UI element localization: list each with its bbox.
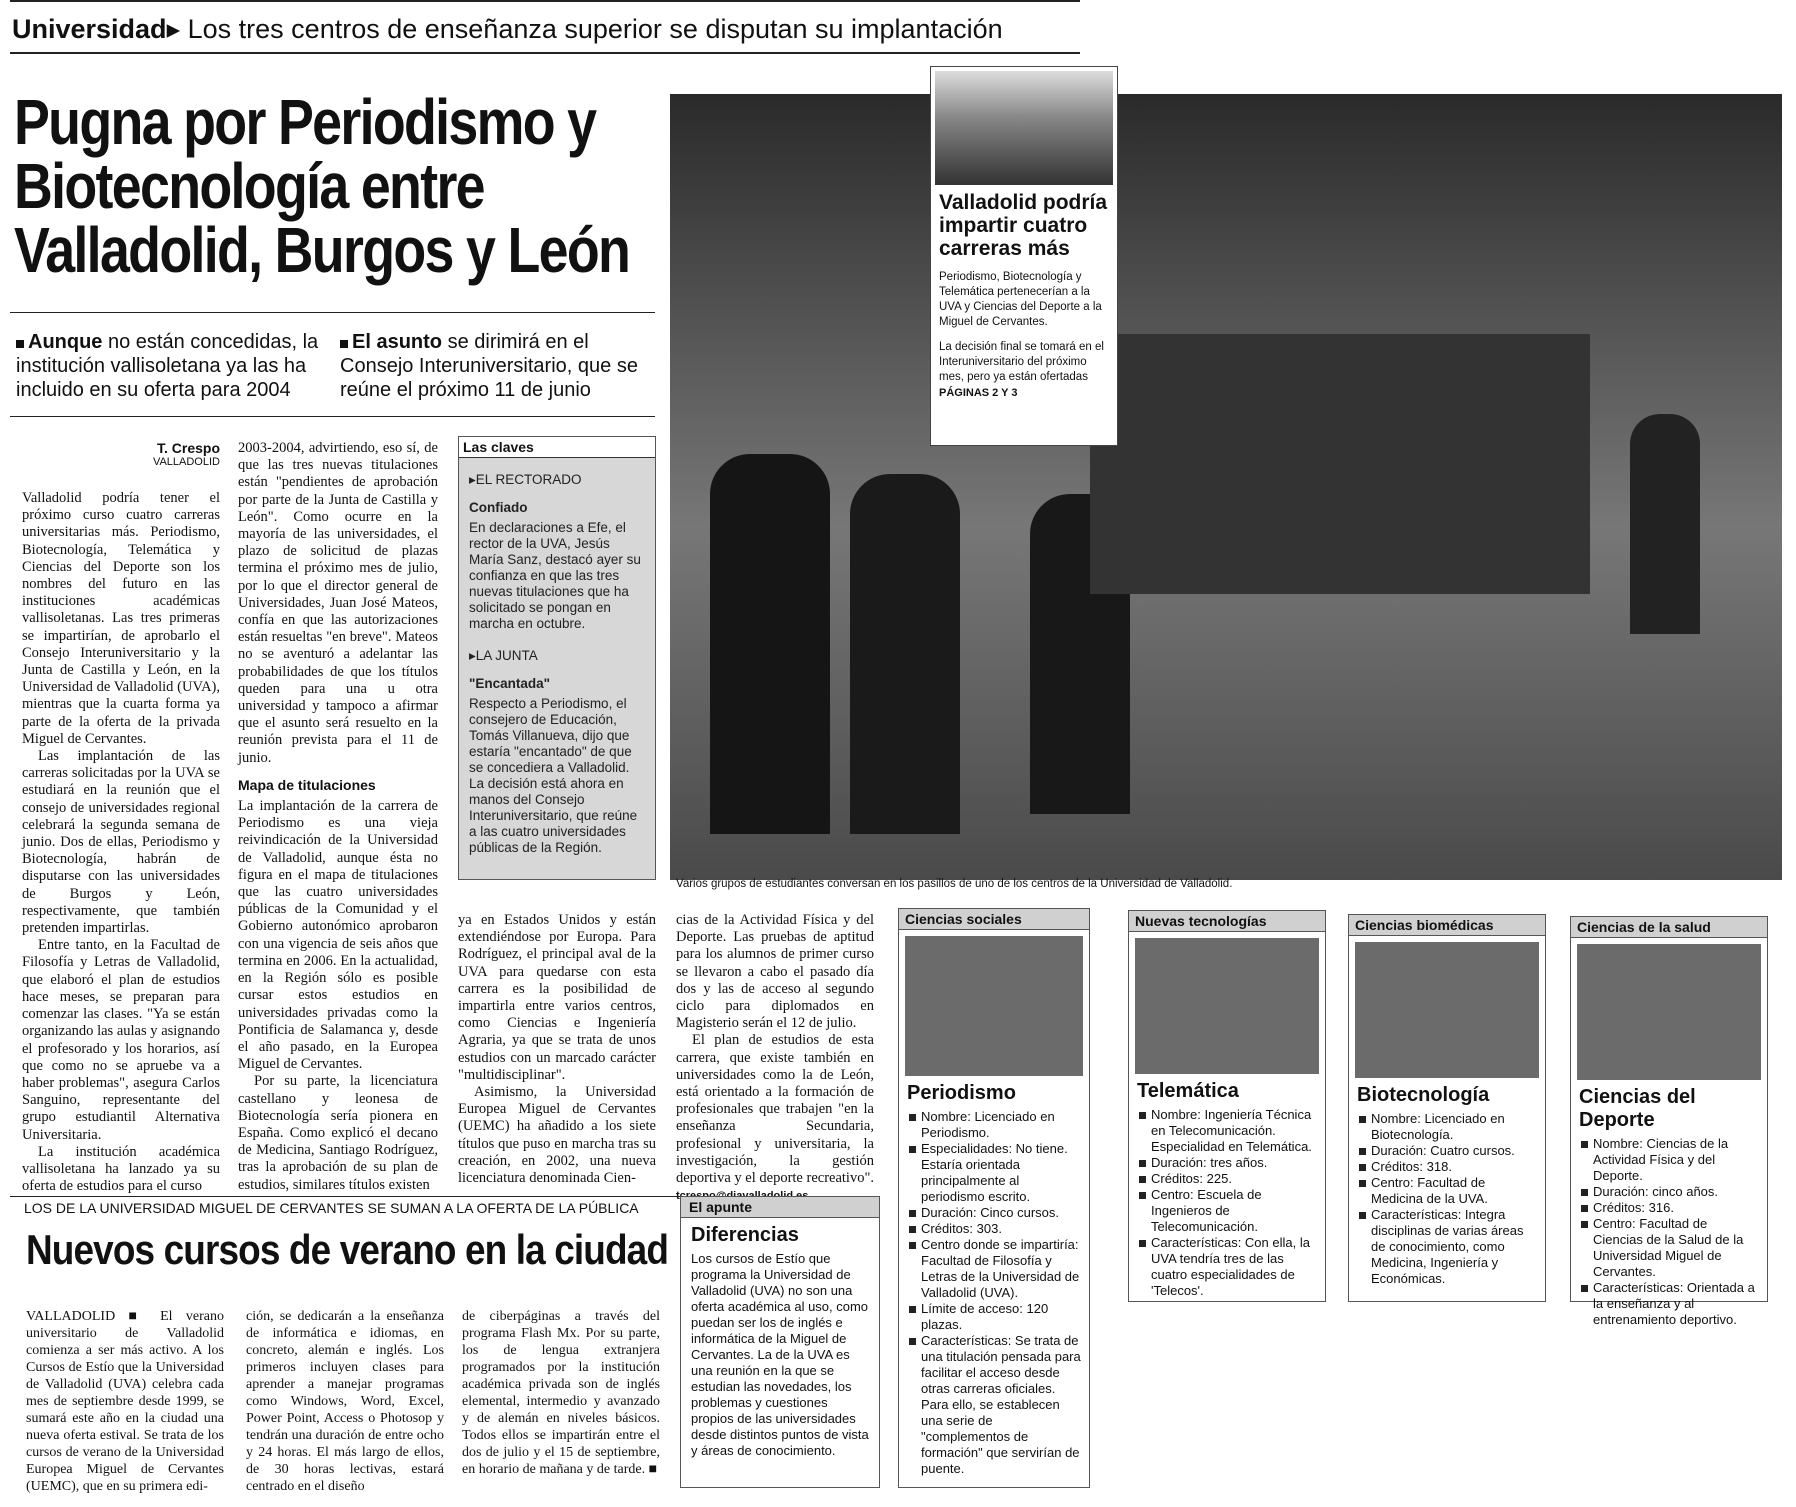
infobox-item: Nombre: Ingeniería Técnica en Telecomunicación. Especialidad en Telemática. [1139, 1107, 1317, 1155]
front-box-pages: PÁGINAS 2 Y 3 [939, 387, 1018, 399]
infobox-item: Créditos: 225. [1139, 1171, 1317, 1187]
front-box-title: Valladolid podría impartir cuatro carreras más [939, 191, 1108, 260]
infobox-item: Características: Con ella, la UVA tendría tres de las cuatro especialidades de 'Telecos'. [1139, 1235, 1317, 1299]
infobox-item: Duración: Cuatro cursos. [1359, 1143, 1537, 1159]
subhead-1-text: no están concedidas, la institución vallisoletana ya las ha incluido en su oferta para 2004 [16, 331, 319, 401]
article-subtitle: Mapa de titulaciones [238, 776, 376, 793]
infobox-category: Nuevas tecnologías [1129, 911, 1325, 932]
infobox-list [1129, 1107, 1325, 1305]
infobox-photo [1577, 944, 1761, 1080]
subhead-2-bold: El asunto [352, 331, 443, 353]
photo-silhouette [850, 474, 960, 834]
infobox-item: Centro: Escuela de Ingenieros de Telecomunicación. [1139, 1187, 1317, 1235]
infobox-item: Nombre: Licenciado en Periodismo. [909, 1109, 1081, 1141]
subhead-bottom-rule [10, 416, 655, 417]
infobox-item: Duración: cinco años. [1581, 1184, 1759, 1200]
article-paragraph: 2003-2004, advirtiendo, eso sí, de que las tres nuevas titulaciones están "pendientes de aprobación por parte de la Junta de Castilla y León". Como ocurre en la mayoría de las universidades, el plazo de solicitud de plazas termina el próximo mes de julio, por lo que el director general de Universidades, Juan José Mateos, confía en que las autorizaciones están resueltas "en breve". Mateos no se aventuró a adelantar las probabilidades de que los títulos queden para una u otra universidad y tampoco a afirmar que el asunto será resuelto en la reunión prevista para el 11 de junio. [238, 440, 438, 766]
infobox-deporte [1570, 916, 1768, 1327]
front-box-p2: La decisión final se tomará en el Interuniversitario del próximo mes, pero ya están ofertadas [939, 341, 1104, 383]
section-label: Universidad [12, 14, 167, 44]
article-paragraph: Asimismo, la Universidad Europea Miguel de Cervantes (UEMC) ha añadido a los siete títulos que puso en marcha tras su creación, en 2002, una nueva licenciatura denominada Cien- [458, 1084, 656, 1187]
infobox-item: Centro: Facultad de Ciencias de la Salud de la Universidad Miguel de Cervantes. [1581, 1216, 1759, 1280]
bullet-icon [340, 340, 348, 348]
article-col-4 [676, 912, 874, 1205]
section-kicker [12, 14, 1003, 45]
claves-tag: ▸LA JUNTA [469, 648, 538, 663]
infobox-item: Centro: Facultad de Medicina de la UVA. [1359, 1175, 1537, 1207]
infobox-list [1349, 1111, 1545, 1293]
infobox-item: Créditos: 303. [909, 1221, 1081, 1237]
infobox-item: Características: Integra disciplinas de varias áreas de conocimiento, como Medicina, Ingeniería y Económicas. [1359, 1207, 1537, 1287]
infobox-biotecnologia [1348, 914, 1546, 1302]
infobox-name: Biotecnología [1357, 1084, 1490, 1106]
infobox-name: Periodismo [907, 1082, 1016, 1104]
infobox-telematica [1128, 910, 1326, 1302]
subhead-rule [10, 312, 655, 313]
article-col-3 [458, 912, 656, 1187]
article-col-1 [22, 490, 220, 1195]
main-photo [670, 94, 1782, 880]
byline-author: T. Crespo [156, 440, 220, 456]
article-paragraph: Por su parte, la licenciatura castellano y leonesa de Biotecnología sería pionera en España. Como explicó el decano de Medicina, Santiago Rodríguez, tras la aprobación de su plan de estudios, similares títulos existen [238, 1073, 438, 1193]
infobox-name: Telemática [1137, 1080, 1239, 1102]
front-box-photo [935, 71, 1113, 185]
claves-tag: ▸EL RECTORADO [469, 472, 582, 487]
apunte-text: Los cursos de Estío que programa la Universidad de Valladolid (UVA) no son una oferta académica al uso, como puedan ser los de inglés e informática de la Miguel de Cervantes. La de la UVA es una reunión en la que se estudian las novedades, los problemas y cuestiones propios de las universidades desde distintos puntos de vista y áreas de conocimiento. [691, 1251, 869, 1458]
top-rule [10, 0, 1080, 2]
article-paragraph: Las implantación de las carreras solicitadas por la UVA se estudiará en la reunión que el consejo de universidades regional celebrará la segunda semana de junio. Dos de ellas, Periodismo y Biotecnología, habrán de disputarse con las universidades de Burgos y León, respectivamente, que también pretenden impartirlas. [22, 748, 220, 937]
infobox-item: Créditos: 318. [1359, 1159, 1537, 1175]
photo-silhouette [710, 454, 830, 834]
second-article-col-1: VALLADOLID ■ El verano universitario de Valladolid comienza a ser más activo. A los Cursos de Estío que la Universidad de Valladolid (UVA) celebra cada mes de septiembre desde 1999, se sumará este año en la ciudad una nueva oferta estival. Se trata de los cursos de verano de la Universidad Europea Miguel de Cervantes (UEMC), que en su primera edi- [26, 1309, 224, 1494]
infobox-item: Nombre: Licenciado en Biotecnología. [1359, 1111, 1537, 1143]
infobox-list [1571, 1136, 1767, 1334]
front-box [930, 66, 1118, 446]
claves-box [458, 436, 656, 880]
bullet-icon [16, 340, 24, 348]
claves-head: "Encantada" [469, 676, 551, 691]
claves-title: Las claves [459, 437, 655, 458]
article-col-2 [238, 440, 438, 1194]
infobox-photo [1355, 942, 1539, 1078]
infobox-item: Características: Se trata de una titulación pensada para facilitar el acceso desde otras carreras oficiales. Para ello, se establecen una serie de "complementos de formación" que servirían de puente. [909, 1333, 1081, 1477]
subhead-2 [340, 330, 650, 402]
kicker-rule [10, 52, 1080, 54]
article-paragraph-text: El plan de estudios de esta carrera, que existe también en universidades como la de León, está orientado a la formación de profesionales que trabajen "en la enseñanza Secundaria, profesional y universitaria, la investigación, la gestión deportiva y el deporte recreativo". [676, 1032, 874, 1187]
photo-caption: Varios grupos de estudiantes conversan en los pasillos de uno de los centros de la Universidad de Valladolid. [676, 878, 1233, 890]
infobox-item: Duración: tres años. [1139, 1155, 1317, 1171]
byline-place: VALLADOLID [152, 456, 220, 468]
second-article-col-2: ción, se dedicarán a la enseñanza de informática e idiomas, en concreto, alemán e inglés. Los primeros incluyen clases para aprender a manejar programas como Windows, Word, Excel, Power Point, Access o Photosop y tendrán una duración de entre ocho y 24 horas. El más largo de ellos, de 30 horas lectivas, estará centrado en el diseño [246, 1309, 444, 1494]
article-paragraph: Entre tanto, en la Facultad de Filosofía y Letras de Valladolid, que elaboró el plan de estudios hace meses, se preparan para comenzar las clases. "Ya se están organizando las aulas y asignando el profesorado y los horarios, así que como no se apruebe va a haber problemas", asegura Carlos Sanguino, representante del grupo estudiantil Alternativa Universitaria. [22, 937, 220, 1143]
claves-item [459, 458, 655, 634]
kicker-text: Los tres centros de enseñanza superior se disputan su implantación [187, 14, 1003, 44]
front-box-p1: Periodismo, Biotecnología y Telemática pertenecerían a la UVA y Ciencias del Deporte a la Miguel de Cervantes. [939, 271, 1102, 328]
infobox-list [899, 1109, 1089, 1483]
claves-head: Confiado [469, 500, 528, 515]
apunte-label: El apunte [681, 1197, 879, 1218]
claves-text: En declaraciones a Efe, el rector de la UVA, Jesús María Sanz, destacó ayer su confianza en que las tres nuevas titulaciones que ha solicitado se pongan en marcha en octubre. [469, 520, 641, 631]
article-paragraph: ya en Estados Unidos y están extendiéndose por Europa. Para Rodríguez, el principal aval de la UVA para quedarse con esta carrera es la posibilidad de impartirla entre varios centros, como Ciencias e Ingeniería Agraria, ya que se trata de unos estudios con un marcado carácter "multidisciplinar". [458, 912, 656, 1083]
headline: Pugna por Periodismo y Biotecnología entre Valladolid, Burgos y León [14, 86, 630, 286]
infobox-item: Centro donde se impartiría: Facultad de Filosofía y Letras de la Universidad de Valladolid (UVA). [909, 1237, 1081, 1301]
infobox-category: Ciencias de la salud [1571, 917, 1767, 938]
infobox-item: Nombre: Ciencias de la Actividad Física y del Deporte. [1581, 1136, 1759, 1184]
claves-item [459, 634, 655, 858]
subhead-1-bold: Aunque [28, 331, 103, 353]
infobox-item: Límite de acceso: 120 plazas. [909, 1301, 1081, 1333]
infobox-photo [905, 936, 1083, 1076]
second-article-col-3: de ciberpáginas a través del programa Flash Mx. Por su parte, los de lengua extranjera programados por la institución académica privada son de inglés elemental, intermedio y avanzado y de alemán en niveles básicos. Todos ellos se impartirán entre el dos de julio y el 15 de septiembre, en horario de mañana y de tarde. ■ [462, 1309, 660, 1477]
article-paragraph: cias de la Actividad Física y del Deporte. Las pruebas de aptitud para los alumnos de primer curso se llevaron a cabo el pasado día dos y las de acceso al segundo ciclo para diplomados en Magisterio serán el 12 de julio. [676, 912, 874, 1032]
photo-silhouette [1630, 414, 1700, 634]
photo-wall [1090, 334, 1590, 594]
infobox-item: Duración: Cinco cursos. [909, 1205, 1081, 1221]
article-paragraph-text: Valladolid podría tener el próximo curso cuatro carreras universitarias más. Periodismo, Biotecnología, Telemática y Ciencias del Deporte son los nombres del futuro en las instituciones académicas vallisoletanas. Las tres primeras se impartirían, de aprobarlo el Consejo Interuniversitario y la Junta de Castilla y León, en la Universidad de Valladolid (UVA), mientras que la cuarta forma ya parte de la oferta de la privada Miguel de Cervantes. [22, 490, 220, 747]
infobox-periodismo [898, 908, 1090, 1488]
second-article-kicker: LOS DE LA UNIVERSIDAD MIGUEL DE CERVANTES SE SUMAN A LA OFERTA DE LA PÚBLICA [24, 1200, 639, 1216]
subhead-1 [16, 330, 326, 402]
infobox-item: Créditos: 316. [1581, 1200, 1759, 1216]
infobox-category: Ciencias biomédicas [1349, 915, 1545, 936]
apunte-box [680, 1196, 880, 1488]
arrow-icon: ▸ [166, 14, 181, 44]
byline [20, 440, 220, 468]
article-paragraph [22, 490, 220, 748]
article-paragraph: La institución académica vallisoletana ha lanzado ya su oferta de estudios para el curso [22, 1143, 220, 1195]
infobox-item: Especialidades: No tiene. Estaría orientada principalmente al periodismo escrito. [909, 1141, 1081, 1205]
subhead-2-text: se dirimirá en el Consejo Interuniversitario, que se reúne el próximo 11 de junio [340, 331, 638, 401]
infobox-name: Ciencias del Deporte [1579, 1086, 1696, 1131]
apunte-title: Diferencias [691, 1224, 799, 1246]
claves-text: Respecto a Periodismo, el consejero de Educación, Tomás Villanueva, dijo que estaría "encantado" de que se concediera a Valladolid. La decisión está ahora en manos del Consejo Interuniversitario, que reúne a las cuatro universidades públicas de la Región. [469, 696, 638, 855]
article-paragraph: La implantación de la carrera de Periodismo es una vieja reivindicación de la Universidad de Valladolid, aunque ésta no figura en el mapa de titulaciones que las cuatro universidades públicas de la Comunidad y el Gobierno autonómico aprobaron con una vigencia de seis años que termina en 2006. En la actualidad, en la Región sólo es posible cursar estos estudios en universidades privadas como la Pontificia de Salamanca y, desde el año pasado, en la Europea Miguel de Cervantes. [238, 798, 438, 1073]
infobox-photo [1135, 938, 1319, 1074]
second-article-headline: Nuevos cursos de verano en la ciudad [26, 1226, 669, 1273]
article-paragraph [676, 1032, 874, 1205]
infobox-category: Ciencias sociales [899, 909, 1089, 930]
infobox-item: Características: Orientada a la enseñanza y al entrenamiento deportivo. [1581, 1280, 1759, 1328]
